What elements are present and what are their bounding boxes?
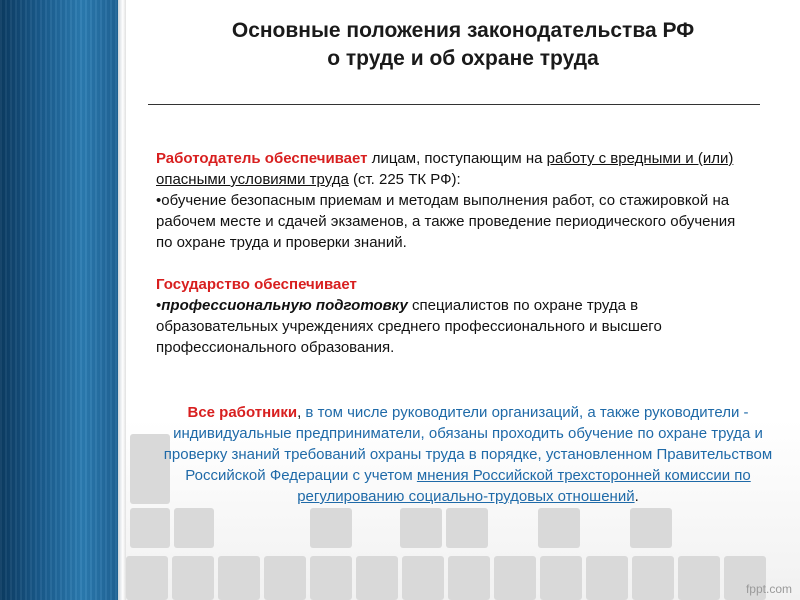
decor-tile xyxy=(310,508,352,548)
decor-tile xyxy=(126,556,168,600)
slide xyxy=(126,0,800,600)
commission-link[interactable]: мнения Российской трехсторонней комиссии по регулированию социально-трудовых отношений xyxy=(297,467,751,505)
decor-tile xyxy=(448,556,490,600)
workers-paragraph xyxy=(148,402,788,507)
employer-text-a: лицам, поступающим на xyxy=(367,150,547,167)
decor-tile xyxy=(400,508,442,548)
state-bullet-bold: профессиональную подготовку xyxy=(161,297,408,314)
decor-tile xyxy=(172,556,214,600)
employer-text-b: (ст. 225 ТК РФ): xyxy=(348,171,461,188)
decor-tile xyxy=(630,508,672,548)
workers-period: . xyxy=(634,488,639,505)
state-lead: Государство обеспечивает xyxy=(156,276,357,293)
title-divider xyxy=(148,104,760,105)
decor-tile xyxy=(218,556,260,600)
employer-lead: Работодатель обеспечивает xyxy=(156,150,368,167)
decor-tile xyxy=(130,508,170,548)
decor-tile xyxy=(310,556,352,600)
state-bullet xyxy=(156,295,746,358)
decor-tile xyxy=(356,556,398,600)
slide-title xyxy=(126,17,800,73)
decor-tile xyxy=(538,508,580,548)
title-line-2: о труде и об охране труда xyxy=(327,47,599,70)
decor-tile xyxy=(402,556,444,600)
content-body xyxy=(156,148,746,358)
decor-tile xyxy=(586,556,628,600)
employer-bullet: •обучение безопасным приемам и методам выполнения работ, со стажировкой на рабочем месте и сдачей экзаменов, а также проведение периодического обучения по охране труда и проверки знаний. xyxy=(156,192,736,251)
fppt-watermark: fppt.com xyxy=(745,582,792,596)
workers-comma: , xyxy=(297,404,302,421)
hazardous-work-link[interactable]: работу с вредными и (или) опасными условиями труда xyxy=(156,150,734,188)
workers-text: в том числе руководители организаций, а также руководители - индивидуальные предприниматели, обязаны проходить обучение по охране труда и проверку знаний требований охраны труда в порядке, установленном Правительством Российской Федерации с учетом xyxy=(163,404,773,484)
decor-tile xyxy=(446,508,488,548)
state-bullet-rest: специалистов по охране труда в образовательных учреждениях среднего профессионального и высшего профессионального образования. xyxy=(156,297,662,356)
decor-tile xyxy=(678,556,720,600)
workers-lead: Все работники xyxy=(187,404,298,421)
decor-tile xyxy=(494,556,536,600)
left-decorative-band xyxy=(0,0,118,600)
decor-tile xyxy=(174,508,214,548)
title-line-1: Основные положения законодательства РФ xyxy=(231,19,695,42)
spacer xyxy=(156,253,746,274)
decor-tile xyxy=(632,556,674,600)
bullet-mark: • xyxy=(156,297,162,314)
decor-tile xyxy=(264,556,306,600)
employer-paragraph xyxy=(156,148,746,190)
band-divider xyxy=(118,0,126,600)
decor-tile xyxy=(540,556,582,600)
